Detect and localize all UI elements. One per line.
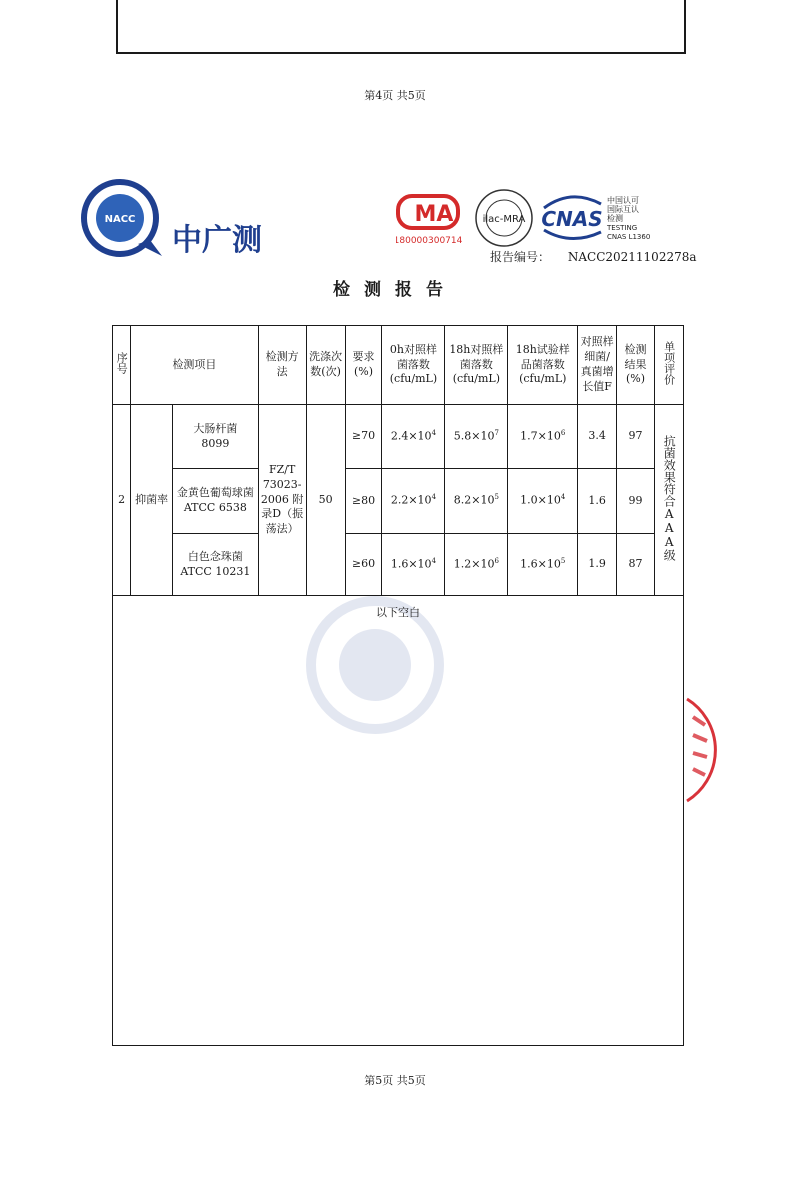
cell-requirement: ≥80 [345, 469, 382, 534]
page-number: 第5页 共5页 [364, 1074, 426, 1087]
cell-growth: 1.9 [578, 534, 617, 596]
cell-requirement: ≥60 [345, 534, 382, 596]
previous-page-number: 第4页 共5页 [364, 89, 426, 102]
results-table [112, 325, 684, 596]
cell-washes: 50 [306, 405, 345, 596]
cell-requirement: ≥70 [345, 405, 382, 469]
cell-18h-test-count: $1.6\times 10^5$ [508, 534, 578, 596]
header-method: 检测方法 [258, 326, 306, 405]
cma-mark [396, 196, 463, 246]
cell-18h-test-count: $1.0\times 10^4$ [508, 469, 578, 534]
cell-result: 99 [617, 469, 655, 534]
cell-18h-test-count: $1.7\times 10^6$ [508, 405, 578, 469]
logo-abbr: NACC [104, 214, 136, 225]
cma-label: MA [414, 202, 454, 227]
cnas-cn-line: 检测 [607, 214, 623, 223]
blank-below-note: 以下空白 [376, 606, 420, 619]
previous-page-frame [116, 0, 686, 54]
table-row [113, 469, 684, 534]
header-18h-control: 18h对照样菌落数(cfu/mL) [445, 326, 508, 405]
header-requirement: 要求(%) [345, 326, 382, 405]
table-header-row [113, 326, 684, 405]
cell-growth: 3.4 [578, 405, 617, 469]
header-item: 检测项目 [131, 326, 259, 405]
cnas-cn-line: 国际互认 [607, 205, 639, 214]
cell-18h-control-count: $5.8\times 10^7$ [445, 405, 508, 469]
cell-evaluation: 抗菌效果符合AAA级 [654, 405, 683, 596]
cell-18h-control-count: $8.2\times 10^5$ [445, 469, 508, 534]
document-title: 检测报告 [333, 280, 457, 300]
header-evaluation: 单项评价 [654, 326, 683, 405]
cell-0h-count: $2.2\times 10^4$ [382, 469, 445, 534]
cell-growth: 1.6 [578, 469, 617, 534]
cell-result: 87 [617, 534, 655, 596]
cma-number: 180000300714 [396, 236, 463, 246]
cell-0h-count: $2.4\times 10^4$ [382, 405, 445, 469]
header-growth-value: 对照样细菌/真菌增长值F [578, 326, 617, 405]
report-number-label: 报告编号： [490, 250, 551, 264]
cell-category: 抑菌率 [131, 405, 173, 596]
cell-organism: 金黄色葡萄球菌 ATCC 6538 [173, 469, 259, 534]
cell-organism: 白色念珠菌 ATCC 10231 [173, 534, 259, 596]
header-18h-test: 18h试验样品菌落数(cfu/mL) [508, 326, 578, 405]
header-washes: 洗涤次数(次) [306, 326, 345, 405]
ilac-mra-mark [476, 190, 532, 246]
red-seal [683, 695, 723, 805]
cell-seq: 2 [113, 405, 131, 596]
nacc-logo [80, 178, 300, 268]
cell-method: FZ/T 73023-2006 附录D（振荡法） [258, 405, 306, 596]
cell-organism: 大肠杆菌 8099 [173, 405, 259, 469]
cnas-mark [541, 195, 650, 241]
header-result: 检测结果(%) [617, 326, 655, 405]
cnas-cn-line: 中国认可 [607, 196, 639, 205]
cnas-number: CNAS L1360 [607, 233, 651, 241]
table-row [113, 405, 684, 469]
ilac-label: ilac-MRA [482, 214, 526, 225]
cnas-label: CNAS [541, 207, 603, 231]
logo-text: 中广测 [172, 223, 262, 258]
cnas-testing: TESTING [607, 224, 638, 232]
header-seq: 序号 [113, 326, 131, 405]
cell-result: 97 [617, 405, 655, 469]
report-number-value: NACC20211102278a [567, 250, 697, 264]
cell-0h-count: $1.6\times 10^4$ [382, 534, 445, 596]
header-0h-control: 0h对照样菌落数(cfu/mL) [382, 326, 445, 405]
cell-18h-control-count: $1.2\times 10^6$ [445, 534, 508, 596]
table-row [113, 534, 684, 596]
report-number [490, 248, 697, 265]
